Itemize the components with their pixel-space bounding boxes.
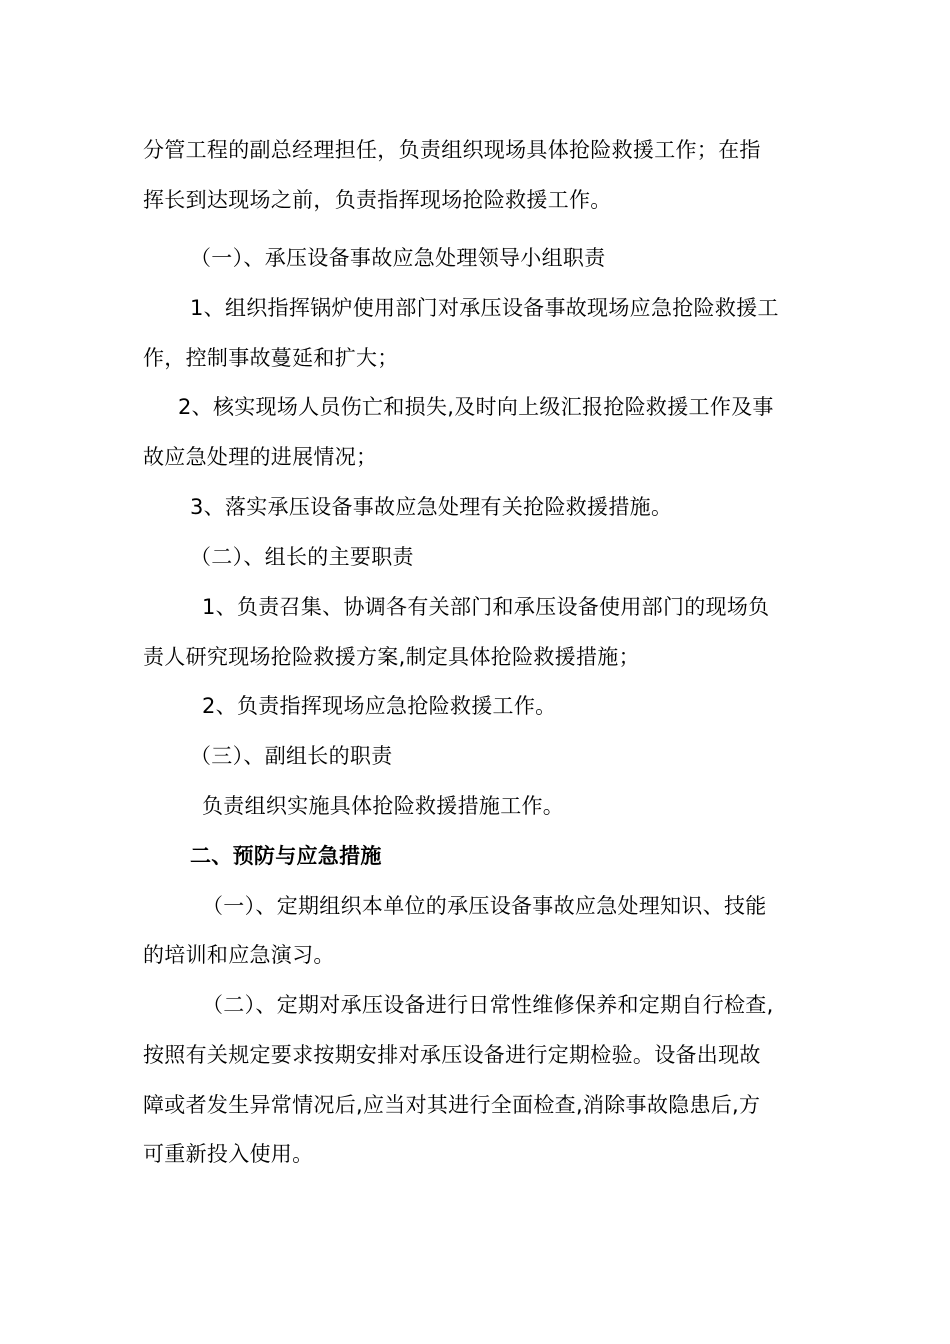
paragraph-line-1: 分管工程的副总经理担任，负责组织现场具体抢险救援工作；在指 bbox=[143, 138, 761, 162]
measure-2-line-2: 按照有关规定要求按期安排对承压设备进行定期检验。设备出现故 bbox=[143, 1043, 761, 1067]
measure-2-line-4: 可重新投入使用。 bbox=[143, 1142, 314, 1166]
section-heading-3: （三）、副组长的职责 bbox=[190, 744, 393, 768]
paragraph-line-2: 挥长到达现场之前，负责指挥现场抢险救援工作。 bbox=[143, 188, 612, 212]
leader-duty-1-line-1: 1、负责召集、协调各有关部门和承压设备使用部门的现场负 bbox=[202, 595, 770, 619]
measure-2-line-1: （二）、定期对承压设备进行日常性维修保养和定期自行检查, bbox=[202, 993, 774, 1017]
deputy-duty: 负责组织实施具体抢险救援措施工作。 bbox=[202, 794, 565, 818]
list-item-2-line-1: 2、核实现场人员伤亡和损失,及时向上级汇报抢险救援工作及事 bbox=[178, 395, 774, 419]
list-item-1-line-2: 作，控制事故蔓延和扩大； bbox=[143, 346, 399, 370]
chapter-heading: 二、预防与应急措施 bbox=[190, 844, 382, 868]
section-heading-1: （一）、承压设备事故应急处理领导小组职责 bbox=[190, 246, 606, 270]
list-item-3: 3、落实承压设备事故应急处理有关抢险救援措施。 bbox=[190, 495, 673, 519]
list-item-1-line-1: 1、组织指挥锅炉使用部门对承压设备事故现场应急抢险救援工 bbox=[190, 296, 779, 320]
section-heading-2: （二）、组长的主要职责 bbox=[190, 545, 414, 569]
leader-duty-2: 2、负责指挥现场应急抢险救援工作。 bbox=[202, 694, 557, 718]
list-item-2-line-2: 故应急处理的进展情况； bbox=[143, 445, 378, 469]
measure-1-line-1: （一）、定期组织本单位的承压设备事故应急处理知识、技能 bbox=[202, 894, 767, 918]
measure-1-line-2: 的培训和应急演习。 bbox=[143, 943, 335, 967]
measure-2-line-3: 障或者发生异常情况后,应当对其进行全面检查,消除事故隐患后,方 bbox=[143, 1093, 761, 1117]
leader-duty-1-line-2: 责人研究现场抢险救援方案,制定具体抢险救援措施； bbox=[143, 645, 640, 669]
